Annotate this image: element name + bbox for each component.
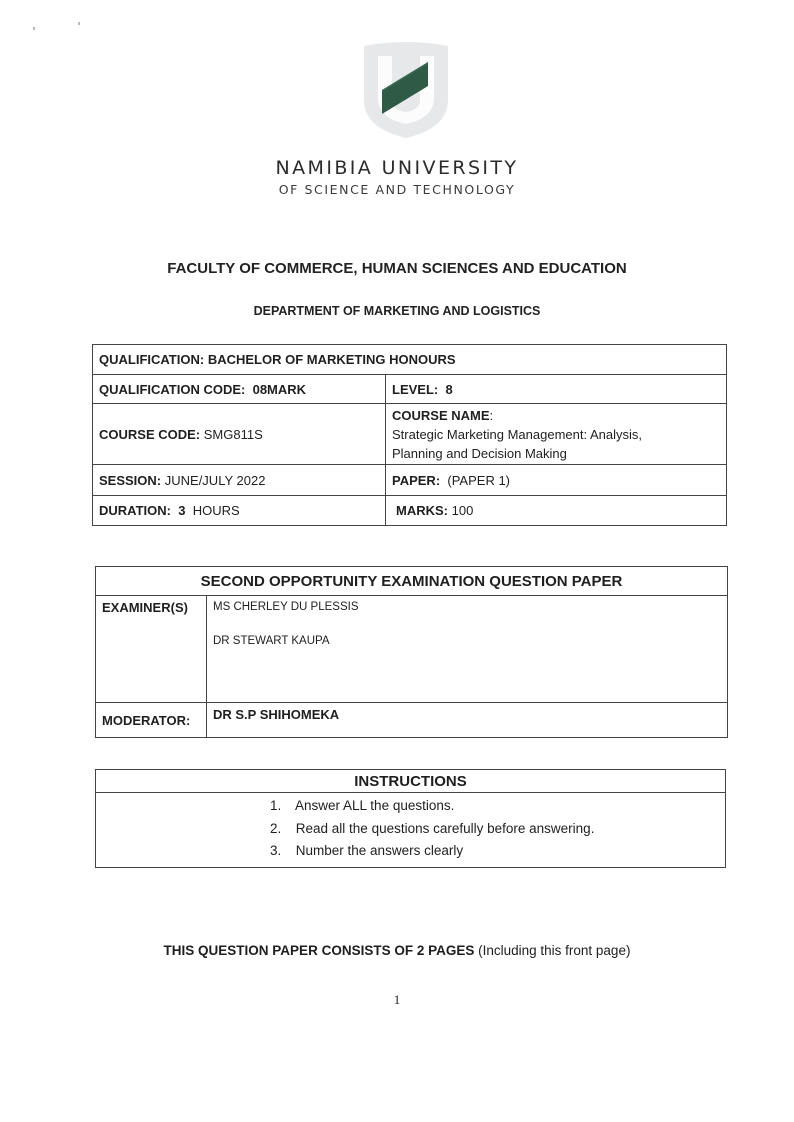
qualification-code-row [93, 375, 727, 404]
duration-cell [93, 496, 386, 526]
exam-title-row [96, 567, 728, 596]
session-value: JUNE/JULY 2022 [164, 472, 266, 488]
qualification-code-label: QUALIFICATION CODE: [99, 381, 246, 397]
session-label: SESSION: [99, 472, 162, 488]
duration-value-num: 3 [178, 503, 186, 518]
course-name-line1: Strategic Marketing Management: Analysis, [392, 426, 643, 442]
course-code-cell [93, 404, 386, 465]
instruction-item [270, 818, 725, 841]
duration-row [93, 496, 727, 526]
marks-cell [386, 496, 727, 526]
instructions-title-row [96, 770, 726, 793]
course-name-line2: Planning and Decision Making [392, 445, 567, 461]
instructions-title: INSTRUCTIONS [96, 770, 726, 793]
page-number: 1 [393, 992, 401, 1007]
department-heading: DEPARTMENT OF MARKETING AND LOGISTICS [253, 304, 541, 318]
scan-speck [78, 22, 80, 25]
instruction-item [270, 795, 725, 818]
moderator-label: MODERATOR: [96, 703, 207, 738]
university-name: NAMIBIA UNIVERSITY [275, 157, 519, 179]
instruction-number: 2. [270, 820, 282, 836]
instructions-list [96, 795, 725, 863]
instructions-list-row [96, 793, 726, 868]
duration-value-unit: HOURS [192, 503, 240, 518]
page-count-normal: (Including this front page) [478, 943, 631, 958]
instruction-item [270, 840, 725, 863]
qualification-value: BACHELOR OF MARKETING HONOURS [207, 352, 456, 367]
marks-value: 100 [451, 503, 474, 518]
page-count-note [0, 943, 794, 958]
course-name-cell [386, 404, 727, 465]
level-value: 8 [445, 381, 453, 397]
session-cell [93, 465, 386, 496]
examiners-label: EXAMINER(S) [96, 596, 207, 703]
moderator-row [96, 703, 728, 738]
paper-cell [386, 465, 727, 496]
course-code-row [93, 404, 727, 465]
examiners-row [96, 596, 728, 703]
course-info-table [92, 344, 727, 526]
examiner-name: DR STEWART KAUPA [213, 635, 330, 647]
level-label: LEVEL: [392, 381, 439, 397]
session-row [93, 465, 727, 496]
qualification-code-cell [93, 375, 386, 404]
qualification-row [93, 345, 727, 375]
page-count-bold: THIS QUESTION PAPER CONSISTS OF 2 PAGES [163, 943, 475, 958]
instruction-text: Answer ALL the questions. [295, 798, 455, 813]
instruction-number: 1. [270, 798, 282, 813]
instructions-table [95, 769, 726, 868]
course-code-label: COURSE CODE: [99, 426, 201, 442]
instructions-list-cell [96, 793, 726, 868]
paper-label: PAPER: [392, 472, 441, 488]
qualification-cell [93, 345, 727, 375]
exam-details-table [95, 566, 728, 738]
examiner-name: MS CHERLEY DU PLESSIS [213, 601, 359, 613]
exam-title: SECOND OPPORTUNITY EXAMINATION QUESTION PAPER [96, 567, 728, 596]
faculty-heading: FACULTY OF COMMERCE, HUMAN SCIENCES AND EDUCATION [167, 260, 627, 277]
examiners-list [207, 596, 728, 703]
qualification-label: QUALIFICATION: [99, 352, 205, 367]
duration-label: DURATION: [99, 503, 171, 518]
course-name-label: COURSE NAME [392, 407, 490, 423]
paper-value: (PAPER 1) [447, 472, 510, 488]
level-cell [386, 375, 727, 404]
qualification-code-value: 08MARK [252, 381, 307, 397]
moderator-name: DR S.P SHIHOMEKA [207, 703, 728, 738]
university-subtitle: OF SCIENCE AND TECHNOLOGY [278, 182, 516, 197]
scan-speck [33, 27, 35, 30]
marks-label: MARKS: [396, 503, 448, 518]
instruction-number: 3. [270, 843, 282, 858]
instruction-text: Read all the questions carefully before answering. [295, 820, 595, 836]
instruction-text: Number the answers clearly [295, 843, 464, 858]
course-name-colon: : [489, 407, 494, 423]
course-code-value: SMG811S [203, 426, 263, 442]
nust-shield-logo-icon [358, 40, 454, 140]
